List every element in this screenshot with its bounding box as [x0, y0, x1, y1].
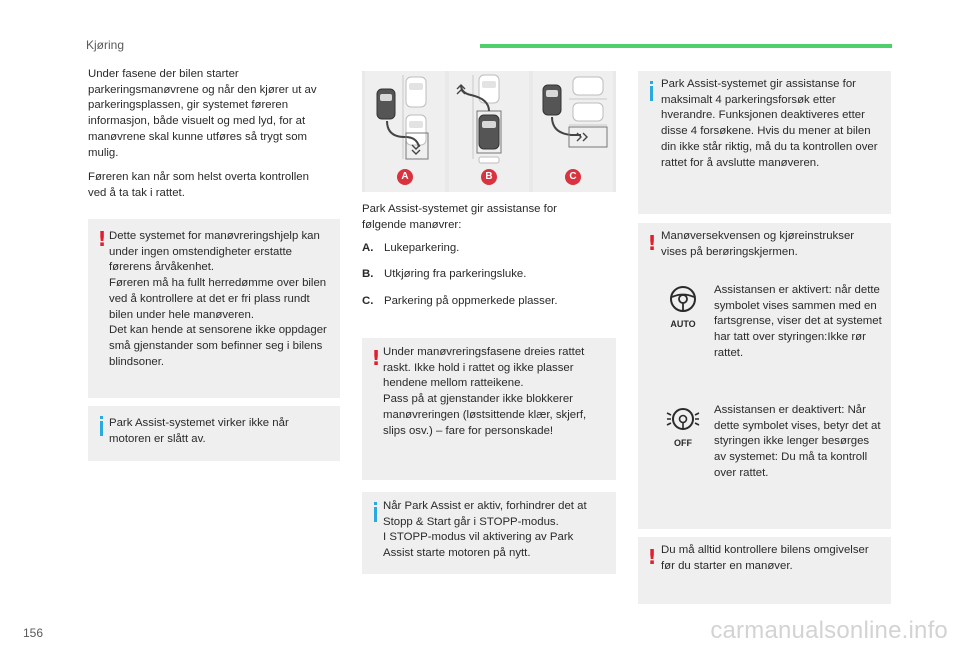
info-icon: [368, 502, 384, 522]
list-item-c: Parkering på oppmerkede plasser.: [384, 295, 558, 307]
list-key-c: C.: [362, 295, 374, 307]
diagram-panel-b: [449, 71, 529, 192]
diagram-label-c: C: [565, 169, 581, 185]
diagram-label-b: B: [481, 169, 497, 185]
watermark: carmanualsonline.info: [710, 617, 948, 644]
warning-icon: !: [371, 346, 381, 370]
list-key-b: B.: [362, 268, 374, 280]
info-box-engine-off: [88, 406, 340, 461]
info-text: Park Assist-systemet gir assistanse for maksimalt 4 parkeringsforsøk etter hverandre. Funksjonen deaktiveres etter disse 4 forsøkene. Hvis du mener at bilen din ikke står riktig, må du ta kontrollen over rattet for å avslutte manøveren.: [661, 78, 878, 169]
warning-box-surroundings: [638, 537, 891, 604]
warning-text: Under manøvreringsfasene dreies rattet raskt. Ikke hold i rattet og ikke plasser hendene mellom ratteikene. Pass på at gjenstander ikke blokkerer manøvreringen (løstsittende klær, skjerf, slips osv.) – fare for personskade!: [383, 346, 587, 437]
auto-label: AUTO: [670, 319, 696, 329]
page-number: 156: [23, 626, 44, 640]
warning-icon: !: [97, 227, 107, 251]
manoeuvre-diagram: [362, 71, 616, 192]
section-title: Kjøring: [86, 38, 125, 52]
manoeuvres-lead: Park Assist-systemet gir assistanse for følgende manøvrer:: [362, 203, 557, 231]
info-box-stop-start: [362, 492, 616, 574]
off-label: OFF: [674, 438, 692, 448]
info-box-attempts: [638, 71, 891, 214]
list-key-a: A.: [362, 242, 374, 254]
list-item-a: Lukeparkering.: [384, 242, 460, 254]
diagram-panel-a: [365, 71, 445, 192]
warning-text: Manøversekvensen og kjøreinstrukser vises på berøringskjermen.: [661, 230, 855, 258]
takeover-paragraph: Føreren kan når som helst overta kontrollen ved å ta tak i rattet.: [88, 171, 309, 199]
warning-text: Dette systemet for manøvreringshjelp kan under ingen omstendigheter erstatte førerens årvåkenhet. Føreren må ha fullt herredømme over bilen ved å kontrollere at det er fri plass rundt bilen under hele manøveren. Det kan hende at sensorene ikke oppdager små gjenstander som befinner seg i bilens blindsoner.: [109, 230, 327, 368]
warning-box-touchscreen: [638, 223, 891, 529]
intro-paragraph: Under fasene der bilen starter parkeringsmanøvrene og når den kjører ut av parkeringsplassen, gir systemet føreren informasjon, både visuelt og med lyd, for at manøvrene skal kunne utføres så trygt som mulig.: [88, 68, 317, 159]
steering-off-icon: [664, 403, 702, 453]
info-icon: [94, 416, 110, 436]
steering-auto-icon: [666, 283, 700, 333]
auto-description: Assistansen er aktivert: når dette symbolet vises sammen med en fartsgrense, viser det at systemet har tatt over styringen:Ikke rør rattet.: [714, 284, 882, 359]
warning-icon: !: [647, 545, 657, 569]
warning-text: Du må alltid kontrollere bilens omgivelser før du starter en manøver.: [661, 544, 869, 572]
info-text: Når Park Assist er aktiv, forhindrer det at Stopp & Start går i STOPP-modus. I STOPP-modus vil aktivering av Park Assist starte motoren på nytt.: [383, 500, 587, 560]
warning-box-steering: [362, 338, 616, 480]
warning-box-vigilance: [88, 219, 340, 398]
off-description: Assistansen er deaktivert: Når dette symbolet vises, betyr det at styringen ikke lenger besørges av systemet: Du må ta kontroll over rattet.: [714, 404, 881, 479]
warning-icon: !: [647, 231, 657, 255]
header-accent-bar: [480, 44, 892, 48]
info-text: Park Assist-systemet virker ikke når motoren er slått av.: [109, 417, 289, 445]
list-item-b: Utkjøring fra parkeringsluke.: [384, 268, 527, 280]
info-icon: [644, 81, 660, 101]
diagram-panel-c: [533, 71, 613, 192]
diagram-label-a: A: [397, 169, 413, 185]
